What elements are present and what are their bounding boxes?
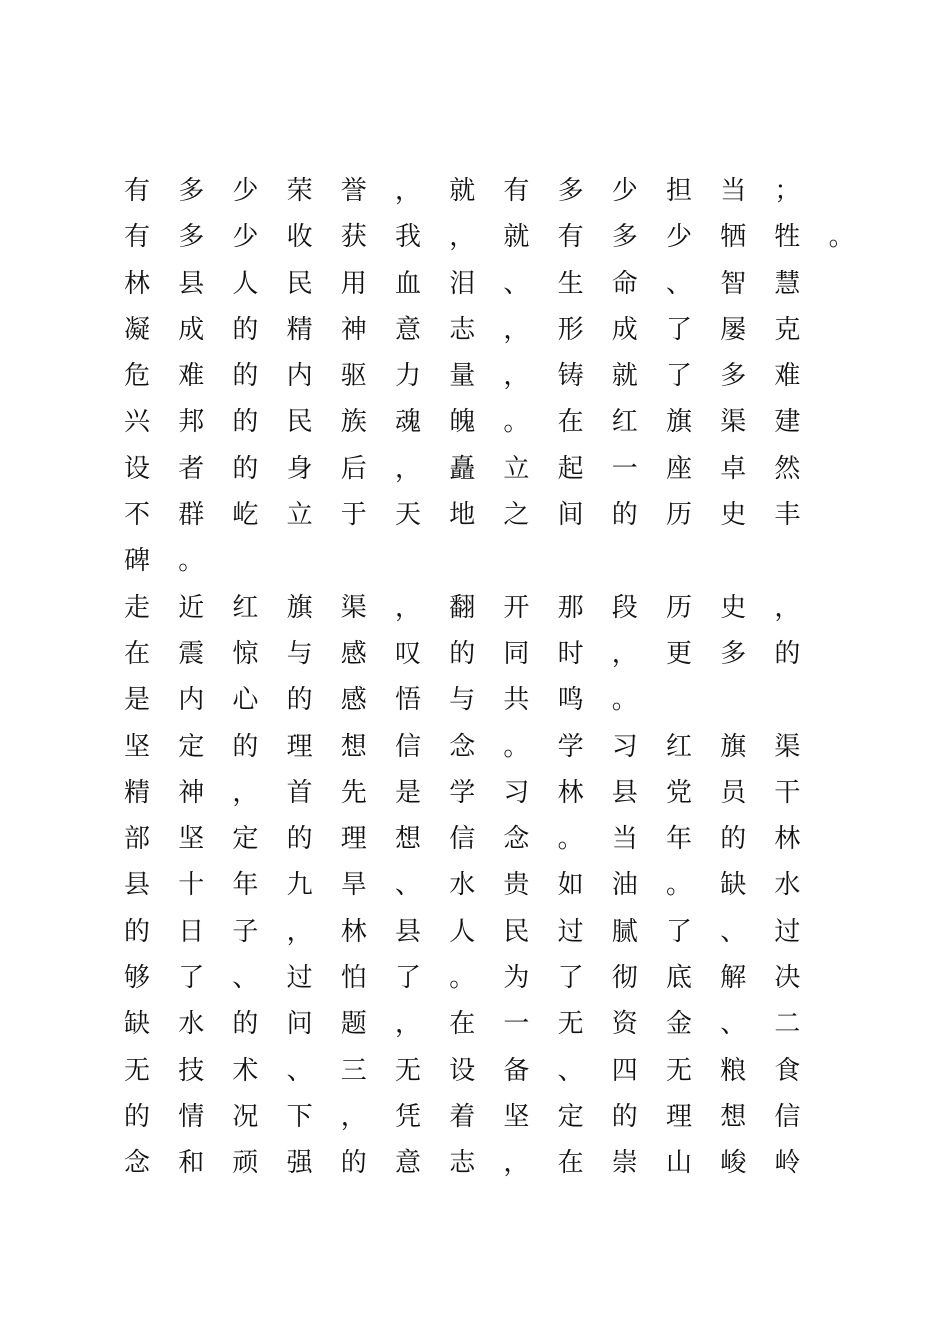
text-line: 精神，首先是学习林县党员干 bbox=[124, 777, 829, 808]
text-line: 念和顽强的意志，在崇山峻岭 bbox=[124, 1148, 829, 1179]
text-line: 的情况下，凭着坚定的理想信 bbox=[124, 1101, 829, 1132]
text-line: 在震惊与感叹的同时，更多的 bbox=[124, 638, 829, 669]
text-line: 有多少收获我，就有多少牺牲。 bbox=[124, 222, 883, 253]
body-text bbox=[124, 168, 884, 1187]
text-line: 林县人民用血泪、生命、智慧 bbox=[124, 268, 829, 299]
text-line: 缺水的问题，在一无资金、二 bbox=[124, 1009, 829, 1040]
text-line: 部坚定的理想信念。当年的林 bbox=[124, 824, 829, 855]
text-line: 凝成的精神意志，形成了屡克 bbox=[124, 314, 829, 345]
text-line: 县十年九旱、水贵如油。缺水 bbox=[124, 870, 829, 901]
text-line: 坚定的理想信念。学习红旗渠 bbox=[124, 731, 829, 762]
text-line: 设者的身后，矗立起一座卓然 bbox=[124, 453, 829, 484]
text-line: 走近红旗渠，翻开那段历史， bbox=[124, 592, 829, 623]
text-line: 危难的内驱力量，铸就了多难 bbox=[124, 361, 829, 392]
text-line: 兴邦的民族魂魄。在红旗渠建 bbox=[124, 407, 829, 438]
text-line: 是内心的感悟与共鸣。 bbox=[124, 685, 667, 716]
text-line: 的日子，林县人民过腻了、过 bbox=[124, 916, 829, 947]
text-line: 够了、过怕了。为了彻底解决 bbox=[124, 963, 829, 994]
text-line: 碑。 bbox=[124, 546, 233, 577]
text-line: 无技术、三无设备、四无粮食 bbox=[124, 1055, 829, 1086]
text-line: 有多少荣誉，就有多少担当； bbox=[124, 176, 829, 206]
text-line: 不群屹立于天地之间的历史丰 bbox=[124, 500, 829, 531]
